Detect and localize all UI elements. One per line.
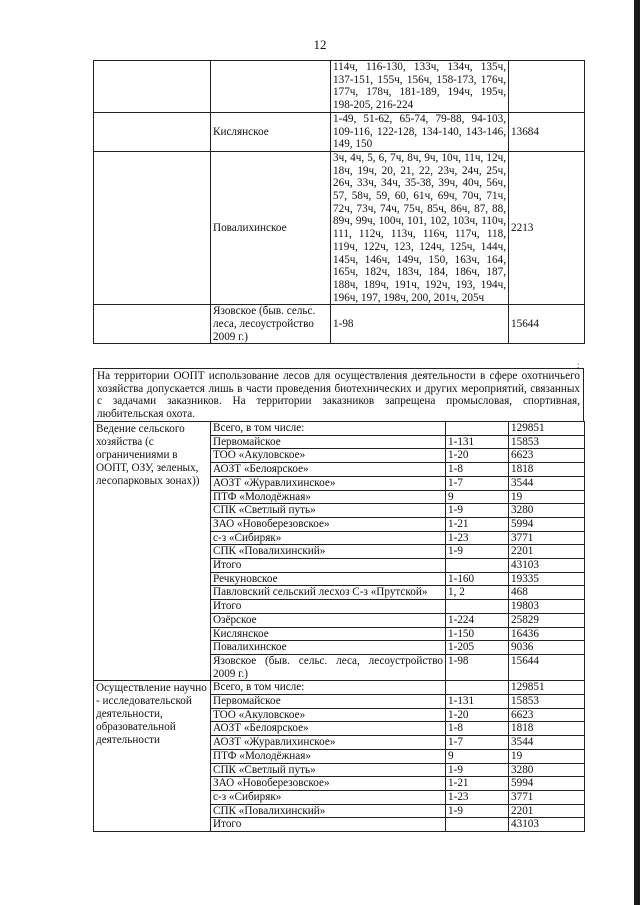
forestry-name-cell: СПК «Повалихинский» [211, 545, 446, 559]
quarters-cell: 1-23 [446, 531, 509, 545]
quarters-cell [446, 559, 509, 573]
forestry-name-cell: Кислянское [211, 112, 331, 151]
forestry-name-cell: АОЗТ «Журавлихинское» [211, 476, 446, 490]
quarters-cell [446, 422, 509, 436]
table-row [94, 305, 585, 344]
area-cell: 19 [509, 749, 585, 763]
forestry-name-cell [211, 61, 331, 113]
area-cell: 25829 [509, 613, 585, 627]
forestry-name-cell: АОЗТ «Журавлихинское» [211, 736, 446, 750]
area-cell: 3280 [509, 504, 585, 518]
forestry-name-cell: СПК «Светлый путь» [211, 763, 446, 777]
activity-type-cell: Осуществление научно - исследовательской деятельности, образовательной деятельности [94, 681, 211, 832]
area-cell: 3771 [509, 531, 585, 545]
forestry-name-cell: Павловский сельский лесхоз С-з «Прутской» [211, 586, 446, 600]
forestry-name-cell: Речкуновское [211, 572, 446, 586]
area-cell: 43103 [509, 818, 585, 832]
forestry-name-cell: ЗАО «Новоберезовское» [211, 517, 446, 531]
area-cell: 129851 [509, 422, 585, 436]
hunting-note: На территории ООПТ использование лесов для осуществления деятельности в сфере охотничьего хозяйства допускается лишь в части проведения биотехнических и других мероприятий, связанных с задачами заказников. На территории заказников запрещена промысловая, спортивная, любительская охота. [94, 369, 584, 422]
area-cell: 129851 [509, 681, 585, 695]
area-cell: 19803 [509, 600, 585, 614]
quarters-cell: 1-205 [446, 641, 509, 655]
forestry-name-cell: СПК «Повалихинский» [211, 804, 446, 818]
area-cell [509, 61, 585, 113]
page-number: 12 [313, 37, 327, 52]
area-cell: 2213 [509, 151, 585, 304]
forestry-name-cell: с-з «Сибиряк» [211, 790, 446, 804]
area-cell: 43103 [509, 559, 585, 573]
quarters-cell: 1, 2 [446, 586, 509, 600]
quarters-cell: 9 [446, 749, 509, 763]
quarters-cell: 9 [446, 490, 509, 504]
area-cell: 3771 [509, 790, 585, 804]
area-cell: 6623 [509, 449, 585, 463]
forestry-name-cell: АОЗТ «Белоярское» [211, 463, 446, 477]
table-row [94, 61, 585, 113]
forestry-name-cell: с-з «Сибиряк» [211, 531, 446, 545]
forestry-name-cell: ТОО «Акуловское» [211, 708, 446, 722]
forestry-name-cell: Повалихинское [211, 641, 446, 655]
forestry-name-cell: ПТФ «Молодёжная» [211, 749, 446, 763]
left-cell [94, 112, 211, 151]
quarters-cell: 1-7 [446, 476, 509, 490]
quarters-cell [446, 600, 509, 614]
quarters-cell: 1-131 [446, 435, 509, 449]
area-cell: 5994 [509, 517, 585, 531]
forestry-name-cell: СПК «Светлый путь» [211, 504, 446, 518]
area-cell: 5994 [509, 777, 585, 791]
left-cell [94, 61, 211, 113]
forestry-name-cell: Итого [211, 559, 446, 573]
quarters-cell: 1-150 [446, 627, 509, 641]
quarters-cell: 1-9 [446, 763, 509, 777]
forestry-name-cell: АОЗТ «Белоярское» [211, 722, 446, 736]
table-row [94, 681, 585, 695]
area-cell: 3544 [509, 476, 585, 490]
area-cell: 19335 [509, 572, 585, 586]
area-cell: 15644 [509, 305, 585, 344]
quarters-cell: 1-21 [446, 777, 509, 791]
area-cell: 15644 [509, 654, 585, 680]
forestry-name-cell: Итого [211, 600, 446, 614]
quarters-cell: 1-23 [446, 790, 509, 804]
quarters-cell: 1-9 [446, 545, 509, 559]
quarters-cell: 3ч, 4ч, 5, 6, 7ч, 8ч, 9ч, 10ч, 11ч, 12ч, 18ч, 19ч, 20, 21, 22, 23ч, 24ч, 25ч, 26ч, 33ч, 34ч, 35-38, 39ч, 40ч, 56ч, 57, 58ч, 59, 60, 61ч, 69ч, 70ч, 71ч, 72ч, 73ч, 74ч, 75ч, 85ч, 86ч, 87, 88, 89ч, 99ч, 100ч, 101, 102, 103ч, 110ч, 111, 112ч, 113ч, 116ч, 117ч, 118, 119ч, 122ч, 123, 124ч, 125ч, 144ч, 145ч, 146ч, 149ч, 150, 163ч, 164, 165ч, 182ч, 183ч, 184, 186ч, 187, 188ч, 189ч, 191ч, 192ч, 193, 194ч, 196ч, 197, 198ч, 200, 201ч, 205ч [331, 151, 509, 304]
left-cell [94, 151, 211, 304]
forestry-name-cell: Всего, в том числе: [211, 422, 446, 436]
land-use-table [93, 421, 585, 832]
quarters-cell: 1-98 [446, 654, 509, 680]
area-cell: 3544 [509, 736, 585, 750]
quarters-cell: 1-131 [446, 695, 509, 709]
area-cell: 13684 [509, 112, 585, 151]
area-cell: 1818 [509, 722, 585, 736]
quarters-cell: 1-20 [446, 449, 509, 463]
quarters-cell: 1-7 [446, 736, 509, 750]
area-cell: 15853 [509, 695, 585, 709]
quarters-cell: 1-49, 51-62, 65-74, 79-88, 94-103, 109-116, 122-128, 134-140, 143-146, 149, 150 [331, 112, 509, 151]
forestry-name-cell: Озёрское [211, 613, 446, 627]
table-row [94, 422, 585, 436]
forestry-name-cell: ЗАО «Новоберезовское» [211, 777, 446, 791]
area-cell: 6623 [509, 708, 585, 722]
quarters-cell: 1-21 [446, 517, 509, 531]
activity-type-cell: Ведение сельского хозяйства (с ограничениями в ООПТ, ОЗУ, зеленых, лесопарковых зонах)) [94, 422, 211, 681]
forestry-name-cell: Повалихинское [211, 151, 331, 304]
area-cell: 468 [509, 586, 585, 600]
scan-gutter [634, 0, 640, 905]
quarters-cell: 1-160 [446, 572, 509, 586]
area-cell: 3280 [509, 763, 585, 777]
left-cell [94, 305, 211, 344]
hunting-note-table [93, 368, 584, 422]
area-cell: 16436 [509, 627, 585, 641]
area-cell: 2201 [509, 545, 585, 559]
forestry-name-cell: Язовское (быв. сельс. леса, лесоустройство 2009 г.) [211, 305, 331, 344]
quarters-cell: 1-8 [446, 722, 509, 736]
forestry-name-cell: Итого [211, 818, 446, 832]
table-row [94, 112, 585, 151]
forestry-name-cell: Язовское (быв. сельс. леса, лесоустройство 2009 г.) [211, 654, 446, 680]
area-cell: 1818 [509, 463, 585, 477]
quarters-cell [446, 818, 509, 832]
area-cell: 15853 [509, 435, 585, 449]
table-row [94, 151, 585, 304]
quarters-cell: 1-224 [446, 613, 509, 627]
quarters-cell: 1-20 [446, 708, 509, 722]
quarters-cell [446, 681, 509, 695]
quarters-cell: 1-8 [446, 463, 509, 477]
quarters-cell: 1-9 [446, 804, 509, 818]
quarters-cell: 114ч, 116-130, 133ч, 134ч, 135ч, 137-151, 155ч, 156ч, 158-173, 176ч, 177ч, 178ч, 181-189, 194ч, 195ч, 198-205, 216-224 [331, 61, 509, 113]
area-cell: 9036 [509, 641, 585, 655]
forestry-name-cell: Первомайское [211, 695, 446, 709]
area-cell: 19 [509, 490, 585, 504]
quarters-cell: 1-9 [446, 504, 509, 518]
forestry-name-cell: Первомайское [211, 435, 446, 449]
forest-quarters-table-continued [93, 60, 585, 344]
forestry-name-cell: Кислянское [211, 627, 446, 641]
scan-mark: : [577, 360, 580, 370]
area-cell: 2201 [509, 804, 585, 818]
forestry-name-cell: Всего, в том числе: [211, 681, 446, 695]
quarters-cell: 1-98 [331, 305, 509, 344]
forestry-name-cell: ТОО «Акуловское» [211, 449, 446, 463]
forestry-name-cell: ПТФ «Молодёжная» [211, 490, 446, 504]
